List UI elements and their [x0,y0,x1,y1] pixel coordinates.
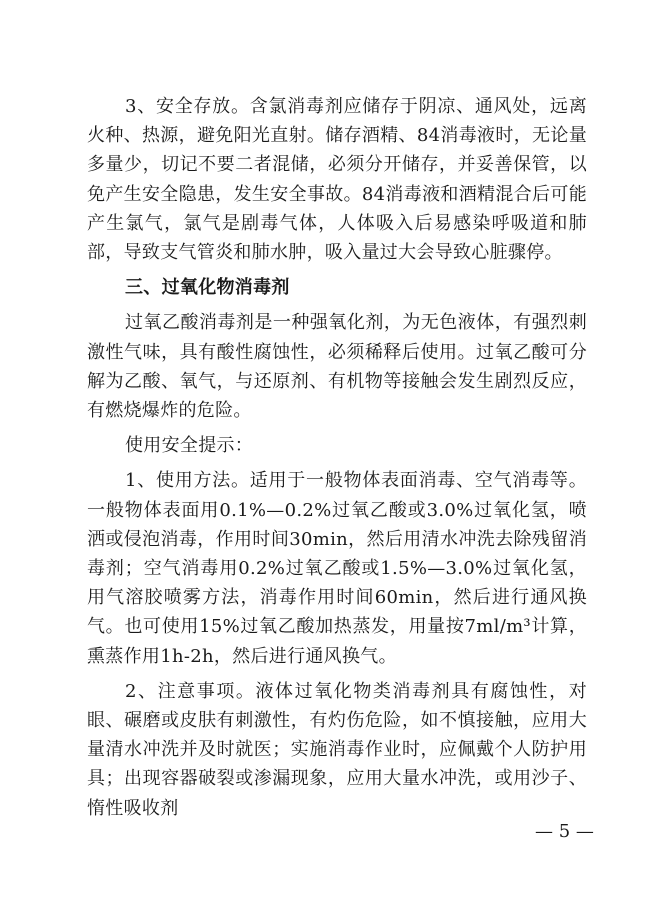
page-content [87,92,587,823]
page-number: — 5 — [535,821,594,842]
paragraph-peracetic-acid-intro: 过氧乙酸消毒剂是一种强氧化剂，为无色液体，有强烈刺激性气味，具有酸性腐蚀性，必须稀释后使用。过氧乙酸可分解为乙酸、氧气，与还原剂、有机物等接触会发生剧烈反应，有燃烧爆炸的危险。 [87,312,587,422]
paragraph-safety-tips-label: 使用安全提示： [125,435,254,457]
paragraph-usage-method: 1、使用方法。适用于一般物体表面消毒、空气消毒等。一般物体表面用0.1%—0.2%过氧乙酸或3.0%过氧化氢，喷洒或侵泡消毒，作用时间30min，然后用清水冲洗去除残留消毒剂；空气消毒用0.2%过氧乙酸或1.5%—3.0%过氧化氢，用气溶胶喷雾方法，消毒作用时间60min，然后进行通风换气。也可使用15%过氧乙酸加热蒸发，用量按7ml/m³计算，熏蒸作用1h-2h，然后进行通风换气。 [87,470,587,667]
section-heading-peroxide-disinfectants: 三、过氧化物消毒剂 [125,277,290,299]
paragraph-precautions: 2、注意事项。液体过氧化物类消毒剂具有腐蚀性，对眼、碾磨或皮肤有刺激性，有灼伤危险，如不慎接触，应用大量清水冲洗并及时就医；实施消毒作业时，应佩戴个人防护用具；出现容器破裂或渗漏现象，应用大量水冲洗，或用沙子、惰性吸收剂 [87,680,587,819]
paragraph-safe-storage: 3、安全存放。含氯消毒剂应储存于阴凉、通风处，远离火种、热源，避免阳光直射。储存酒精、84消毒液时，无论量多量少，切记不要二者混储，必须分开储存，并妥善保管，以免产生安全隐患，发生安全事故。84消毒液和酒精混合后可能产生氯气，氯气是剧毒气体，人体吸入后易感染呼吸道和肺部，导致支气管炎和肺水肿，吸入量过大会导致心脏骤停。 [87,96,587,264]
